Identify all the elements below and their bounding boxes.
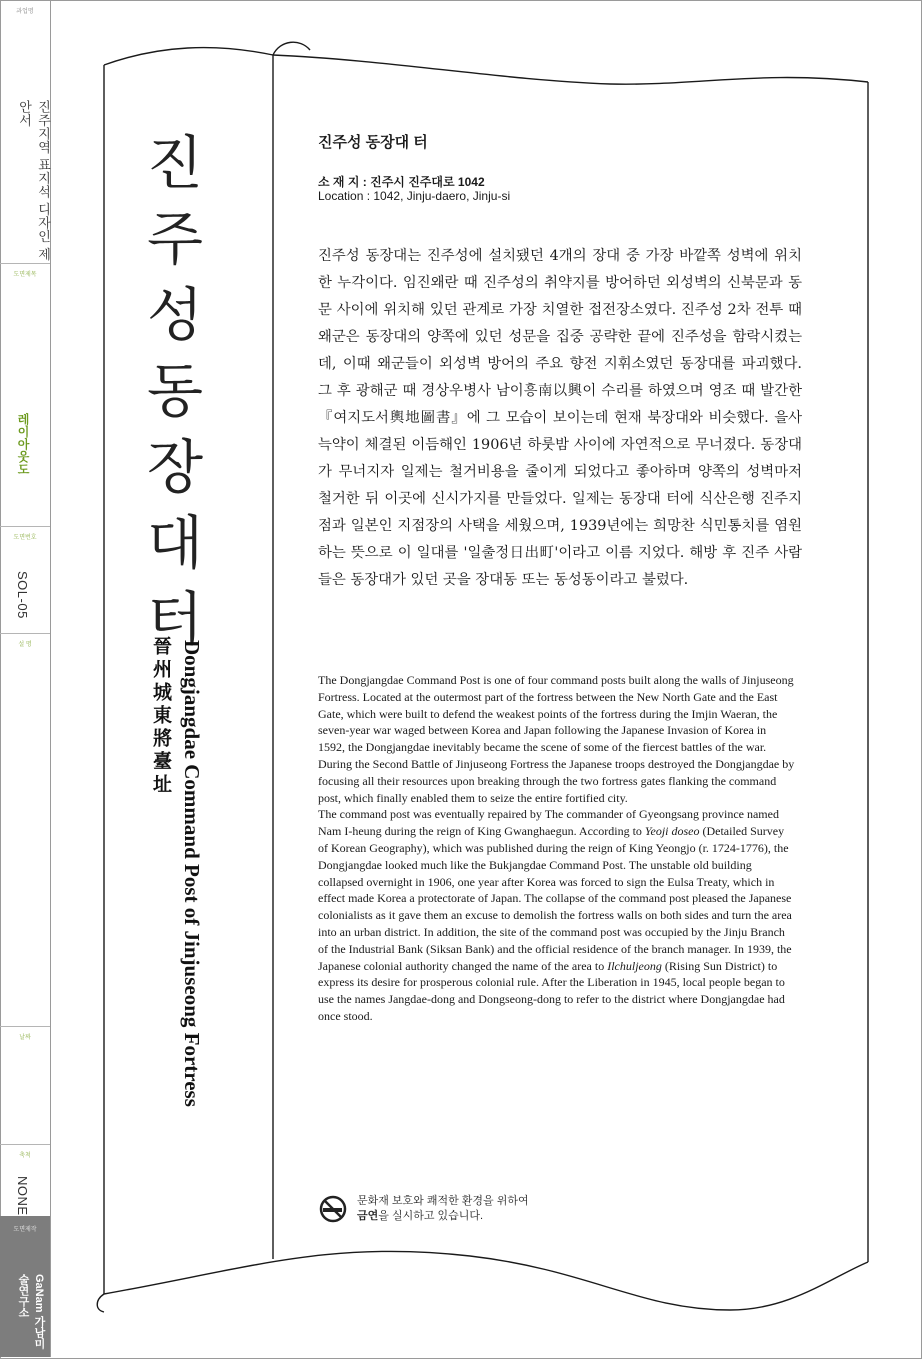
notice-rest: 을 실시하고 있습니다.: [378, 1210, 484, 1222]
calligraphy-title: [130, 125, 220, 657]
title-char: 동: [146, 357, 204, 425]
top-curl: [273, 42, 310, 55]
english-p2-part-b: (Detailed Survey of Korean Geography), which was published during the reign of King Yeongjo (r. 1724-1776), the Dongjangdae looked much like the Bukjangdae Command Post. The unstable old building collapsed overnight in 1906, one year after Korea was forced to sign the Eulsa Treaty, which in effect made Korea a protectorate of Japan. The collapse of the command post pleased the Japanese colonialists as it gave them an excuse to demolish the fortress walls on both sides and turn the area into an urban district. In addition, the site of the command post was occupied by the Jinju Branch of the Industrial Bank (Siksan Bank) and the official residence of the branch manager. In 1939, the Japanese colonial authority changed the name of the area to: [318, 824, 792, 973]
english-title: Dongjangdae Command Post of Jinjuseong Fortress: [180, 640, 204, 1107]
location-english: Location : 1042, Jinju-daero, Jinju-si: [318, 189, 511, 203]
english-p2-part-a: The command post was eventually repaired by The commander of Gyeongsang province named Nam I-heung during the reign of King Gwanghaegun. According to: [318, 807, 779, 839]
notice-line-2: [357, 1209, 529, 1224]
english-paragraph-1: The Dongjangdae Command Post is one of four command posts built along the walls of Jinjuseong Fortress. Located at the outermost part of the fortress between the New North Gate and the East Gate, which were built to defend the weakest points of the fortress during the Imjin Waeran, the seven-year war waged between Korea and Japan following the Japanese Invasion of Korea in 1592, the Dongjangdae inevitably became the scene of some of the fiercest battles of the war. During the Second Battle of Jinjuseong Fortress the Japanese troops destroyed the Dongjangdae by focusing all their resources upon breaking through the two fortress gates flanking the command post, which finally enabled them to seize the entire fortified city.: [318, 673, 795, 805]
drawing-number: SOL-05: [15, 571, 30, 619]
title-char: 터: [146, 585, 204, 653]
no-smoking-notice: [357, 1194, 529, 1224]
english-p2-part-c: (Rising Sun District) to express its desire for prosperous colonial rule. After the Liberation in 1945, local people began to use the names Jangdae-dong and Dongseong-dong to refer to the district where Dongjangdae had once stood.: [318, 958, 785, 1023]
title-char: 주: [146, 205, 204, 273]
notice-line-1: 문화재 보호와 쾌적한 환경을 위하여: [357, 1195, 529, 1207]
title-char: 성: [146, 281, 204, 349]
bottom-wave: [104, 1251, 868, 1310]
scale-value: NONE: [15, 1176, 30, 1216]
description-label: 설 명: [18, 642, 32, 648]
ilchuljeong-italic: Ilchuljeong: [607, 958, 662, 973]
drawing-title-label: 도면제목: [13, 272, 37, 278]
project-cell-label: 과업명: [16, 9, 34, 15]
notice-bold: 금연: [357, 1210, 379, 1222]
location-korean: 소 재 지 : 진주시 진주대로 1042: [318, 175, 485, 189]
no-smoking-icon: [318, 1194, 358, 1224]
title-char: 대: [146, 509, 204, 577]
heading-title: 진주성 동장대 터: [318, 134, 428, 151]
hanja-title: 晉州城東將臺址: [150, 636, 172, 797]
ganam-logo: GaNam 가남미술연구소: [17, 1274, 45, 1349]
english-paragraph-2: [318, 806, 796, 1024]
project-name: 진주지역 표지석 디자인 제안서: [17, 100, 51, 261]
yeoji-doseo-italic: Yeoji doseo: [644, 824, 700, 839]
date-label: 날짜: [19, 1035, 31, 1041]
bottom-curl: [97, 1294, 104, 1312]
top-wave: [104, 48, 868, 85]
scale-label: 축척: [19, 1153, 31, 1159]
title-char: 장: [146, 433, 204, 501]
logo-cell-label: 도면제작: [13, 1227, 37, 1233]
english-body-text: [318, 672, 796, 1025]
drawing-number-label: 도면번호: [13, 535, 37, 541]
title-char: 진: [146, 129, 204, 197]
drawing-title: 레이아웃도: [16, 413, 30, 476]
korean-body-text: 진주성 동장대는 진주성에 설치됐던 4개의 장대 중 가장 바깥쪽 성벽에 위치한 누각이다. 임진왜란 때 진주성의 취약지를 방어하던 외성벽의 신북문과 동문 사이에 위치해 있던 관계로 가장 치열한 접전장소였다. 진주성 2차 전투 때 왜군은 동장대의 양쪽에 있던 성문을 집중 공략한 끝에 진주성을 함락시켰는데, 이때 왜군들이 외성벽 방어의 주요 향전 지휘소였던 동장대를 파괴했다. 그 후 광해군 때 경상우병사 남이흥南以興이 수리를 하였으며 영조 때 발간한『여지도서輿地圖書』에 그 모습이 보이는데 현재 북장대와 비슷했다. 을사늑약이 체결된 이듬해인 1906년 하룻밤 사이에 자연적으로 무너졌다. 동장대가 무너지자 일제는 철거비용을 줄이게 되었다고 좋아하며 양쪽의 성벽마저 철거한 뒤 이곳에 신시가지를 만들었다. 일제는 동장대 터에 식산은행 진주지점과 일본인 지점장의 사택을 세웠으며, 1939년에는 희망찬 식민통치를 염원하는 뜻으로 이 일대를 '일출정日出町'이라고 이름 지었다. 해방 후 진주 사람들은 동장대가 있던 곳을 장대동 또는 동성동이라고 불렀다.: [318, 248, 802, 588]
